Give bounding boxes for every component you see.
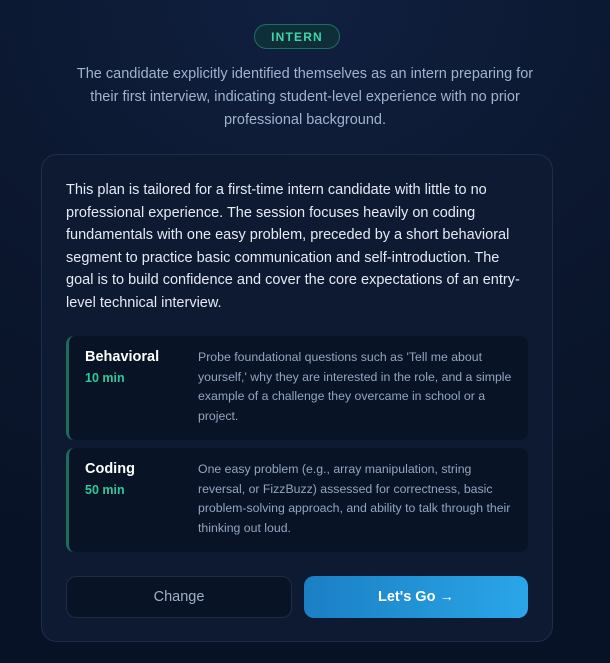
- segment-coding: [66, 448, 528, 552]
- plan-card: [41, 154, 553, 642]
- level-badge: INTERN: [254, 24, 340, 49]
- level-rationale: The candidate explicitly identified themselves as an intern preparing for their first interview, indicating student-level experience with no prior professional background.: [76, 66, 534, 128]
- segment-name: Coding: [85, 461, 135, 477]
- segment-name: Behavioral: [85, 349, 160, 365]
- segment-duration: 10 min: [85, 371, 125, 385]
- segment-description: Probe foundational questions such as 'Tell me about yourself,' why they are interested in the role, and a simple example of a challenge they overcame in school or a project.: [198, 350, 512, 424]
- plan-summary: This plan is tailored for a first-time intern candidate with little to no professional experience. The session focuses heavily on coding fundamentals with one easy problem, preceded by a short behavioral segment to practice basic communication and self-introduction. The goal is to build confidence and cover the core expectations of an entry-level technical interview.: [66, 182, 520, 311]
- lets-go-button[interactable]: Let's Go →: [304, 576, 528, 618]
- segment-description: One easy problem (e.g., array manipulation, string reversal, or FizzBuzz) assessed for correctness, basic problem-solving approach, and ability to talk through their thinking out loud.: [198, 462, 511, 536]
- segment-duration: 50 min: [85, 483, 125, 497]
- segment-behavioral: [66, 336, 528, 440]
- change-button[interactable]: Change: [66, 576, 292, 618]
